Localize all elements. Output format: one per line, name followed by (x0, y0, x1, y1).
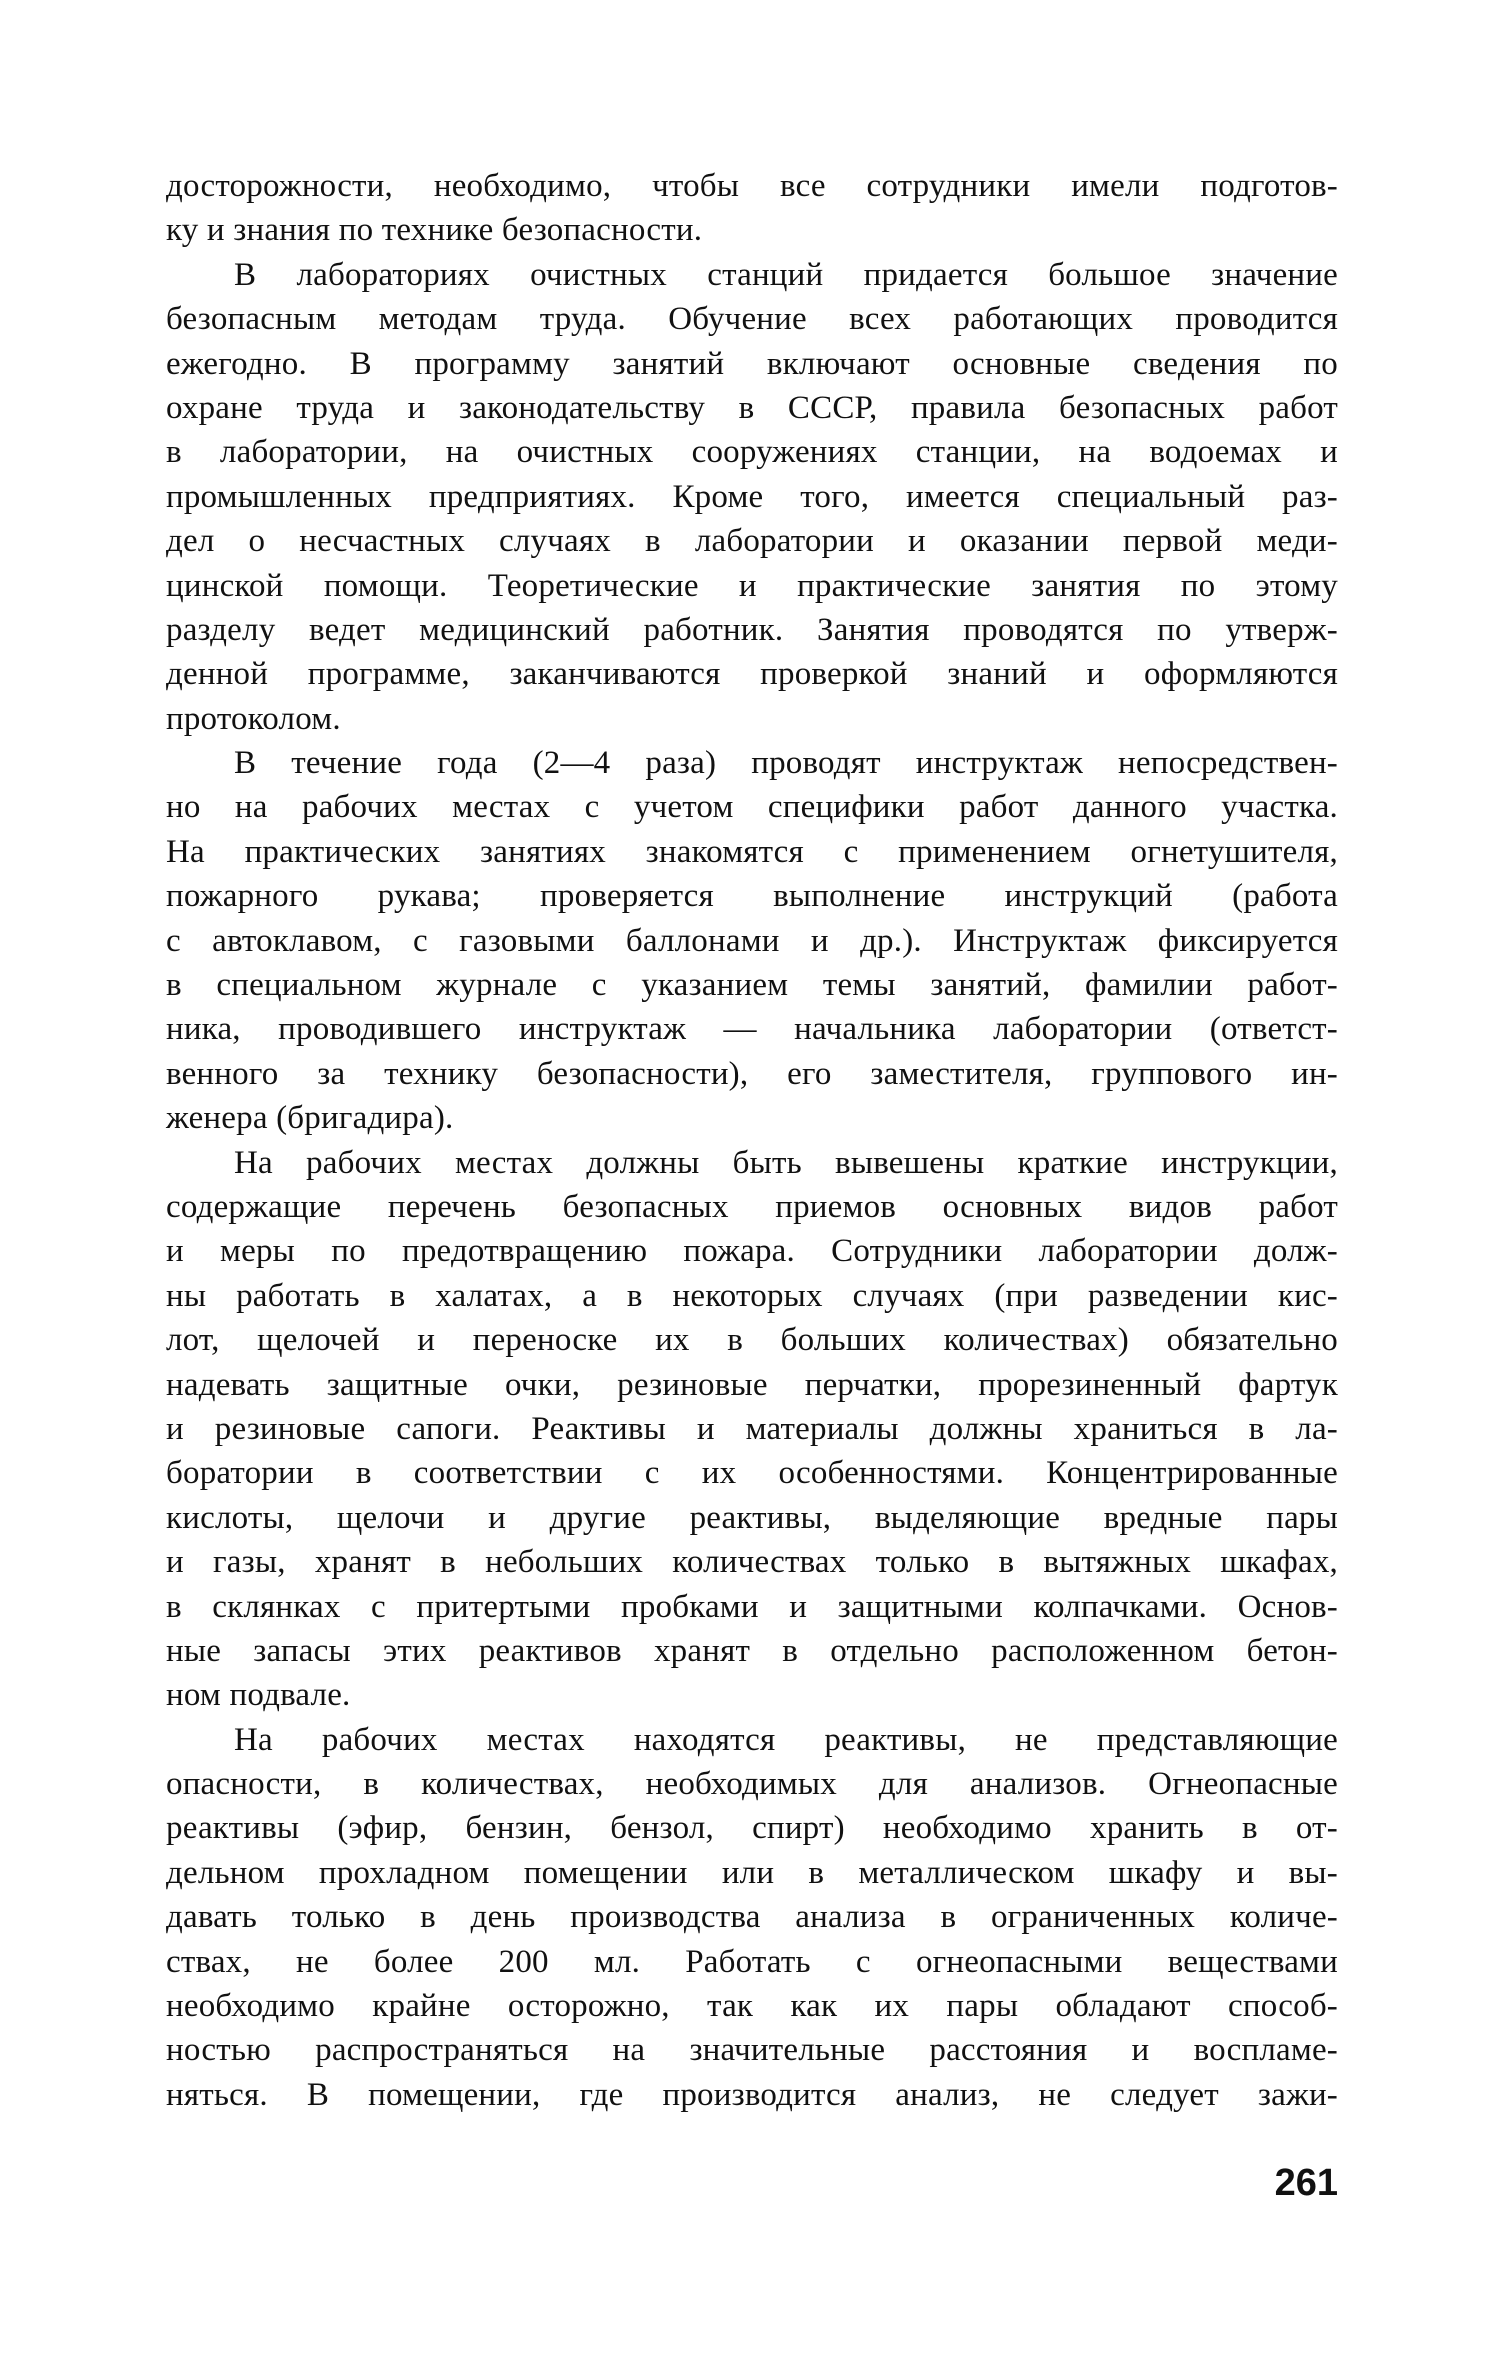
text-line: и резиновые сапоги. Реактивы и материалы должны храниться в ла- (166, 1410, 1338, 1447)
text-line: ностью распространяться на значительные расстояния и воспламе- (166, 2032, 1338, 2069)
text-line: венного за технику безопасности), его заместителя, группового ин- (166, 1055, 1338, 1092)
text-line: боратории в соответствии с их особенностями. Концентрированные (166, 1455, 1338, 1492)
text-line: пожарного рукава; проверяется выполнение инструкций (работа (166, 878, 1338, 915)
text-line: в склянках с притертыми пробками и защитными колпачками. Основ- (166, 1588, 1338, 1625)
text-line: лот, щелочей и переноске их в больших количествах) обязательно (166, 1322, 1338, 1359)
text-line: необходимо крайне осторожно, так как их пары обладают способ- (166, 1988, 1338, 2025)
text-line: ные запасы этих реактивов хранят в отдельно расположенном бетон- (166, 1632, 1338, 1669)
text-line: ны работать в халатах, а в некоторых случаях (при разведении кис- (166, 1277, 1338, 1314)
text-line: цинской помощи. Теоретические и практические занятия по этому (166, 567, 1338, 604)
text-line: в лаборатории, на очистных сооружениях станции, на водоемах и (166, 434, 1338, 471)
text-line: в специальном журнале с указанием темы занятий, фамилии работ- (166, 967, 1338, 1004)
text-line: женера (бригадира). (166, 1100, 454, 1137)
text-line: и газы, хранят в небольших количествах только в вытяжных шкафах, (166, 1544, 1338, 1581)
text-line: денной программе, заканчиваются проверкой знаний и оформляются (166, 656, 1338, 693)
text-line: давать только в день производства анализа в ограниченных количе- (166, 1899, 1338, 1936)
page-number: 261 (1274, 2162, 1338, 2204)
text-line: содержащие перечень безопасных приемов основных видов работ (166, 1188, 1338, 1225)
text-line: безопасным методам труда. Обучение всех работающих проводится (166, 301, 1338, 338)
text-line: охране труда и законодательству в СССР, правила безопасных работ (166, 389, 1338, 426)
text-line: надевать защитные очки, резиновые перчатки, прорезиненный фартук (166, 1366, 1338, 1403)
text-line: опасности, в количествах, необходимых для анализов. Огнеопасные (166, 1766, 1338, 1803)
body-text (166, 164, 1338, 2117)
text-line: но на рабочих местах с учетом специфики работ данного участка. (166, 789, 1338, 826)
text-line: ном подвале. (166, 1677, 351, 1714)
text-line: протоколом. (166, 700, 341, 737)
text-line: На практических занятиях знакомятся с применением огнетушителя, (166, 833, 1338, 870)
text-line: реактивы (эфир, бензин, бензол, спирт) необходимо хранить в от- (166, 1810, 1338, 1847)
text-line: На рабочих местах должны быть вывешены краткие инструкции, (234, 1144, 1338, 1181)
text-line: промышленных предприятиях. Кроме того, имеется специальный раз- (166, 478, 1338, 515)
text-line: и меры по предотвращению пожара. Сотрудники лаборатории долж- (166, 1233, 1338, 1270)
text-line: ежегодно. В программу занятий включают основные сведения по (166, 345, 1338, 382)
text-line: с автоклавом, с газовыми баллонами и др.). Инструктаж фиксируется (166, 922, 1338, 959)
text-line: кислоты, щелочи и другие реактивы, выделяющие вредные пары (166, 1499, 1338, 1536)
text-line: В течение года (2—4 раза) проводят инструктаж непосредствен- (234, 745, 1338, 782)
text-line: разделу ведет медицинский работник. Занятия проводятся по утверж- (166, 611, 1338, 648)
text-line: дельном прохладном помещении или в металлическом шкафу и вы- (166, 1854, 1338, 1891)
text-line: досторожности, необходимо, чтобы все сотрудники имели подготов- (166, 168, 1338, 204)
text-line: ника, проводившего инструктаж — начальника лаборатории (ответст- (166, 1011, 1338, 1048)
text-line: няться. В помещении, где производится анализ, не следует зажи- (166, 2076, 1338, 2113)
text-line: На рабочих местах находятся реактивы, не представляющие (234, 1721, 1338, 1758)
text-line: ствах, не более 200 мл. Работать с огнеопасными веществами (166, 1943, 1338, 1980)
text-line: ку и знания по технике безопасности. (166, 212, 703, 249)
text-line: дел о несчастных случаях в лаборатории и оказании первой меди- (166, 523, 1338, 560)
text-line: В лабораториях очистных станций придается большое значение (234, 256, 1338, 293)
